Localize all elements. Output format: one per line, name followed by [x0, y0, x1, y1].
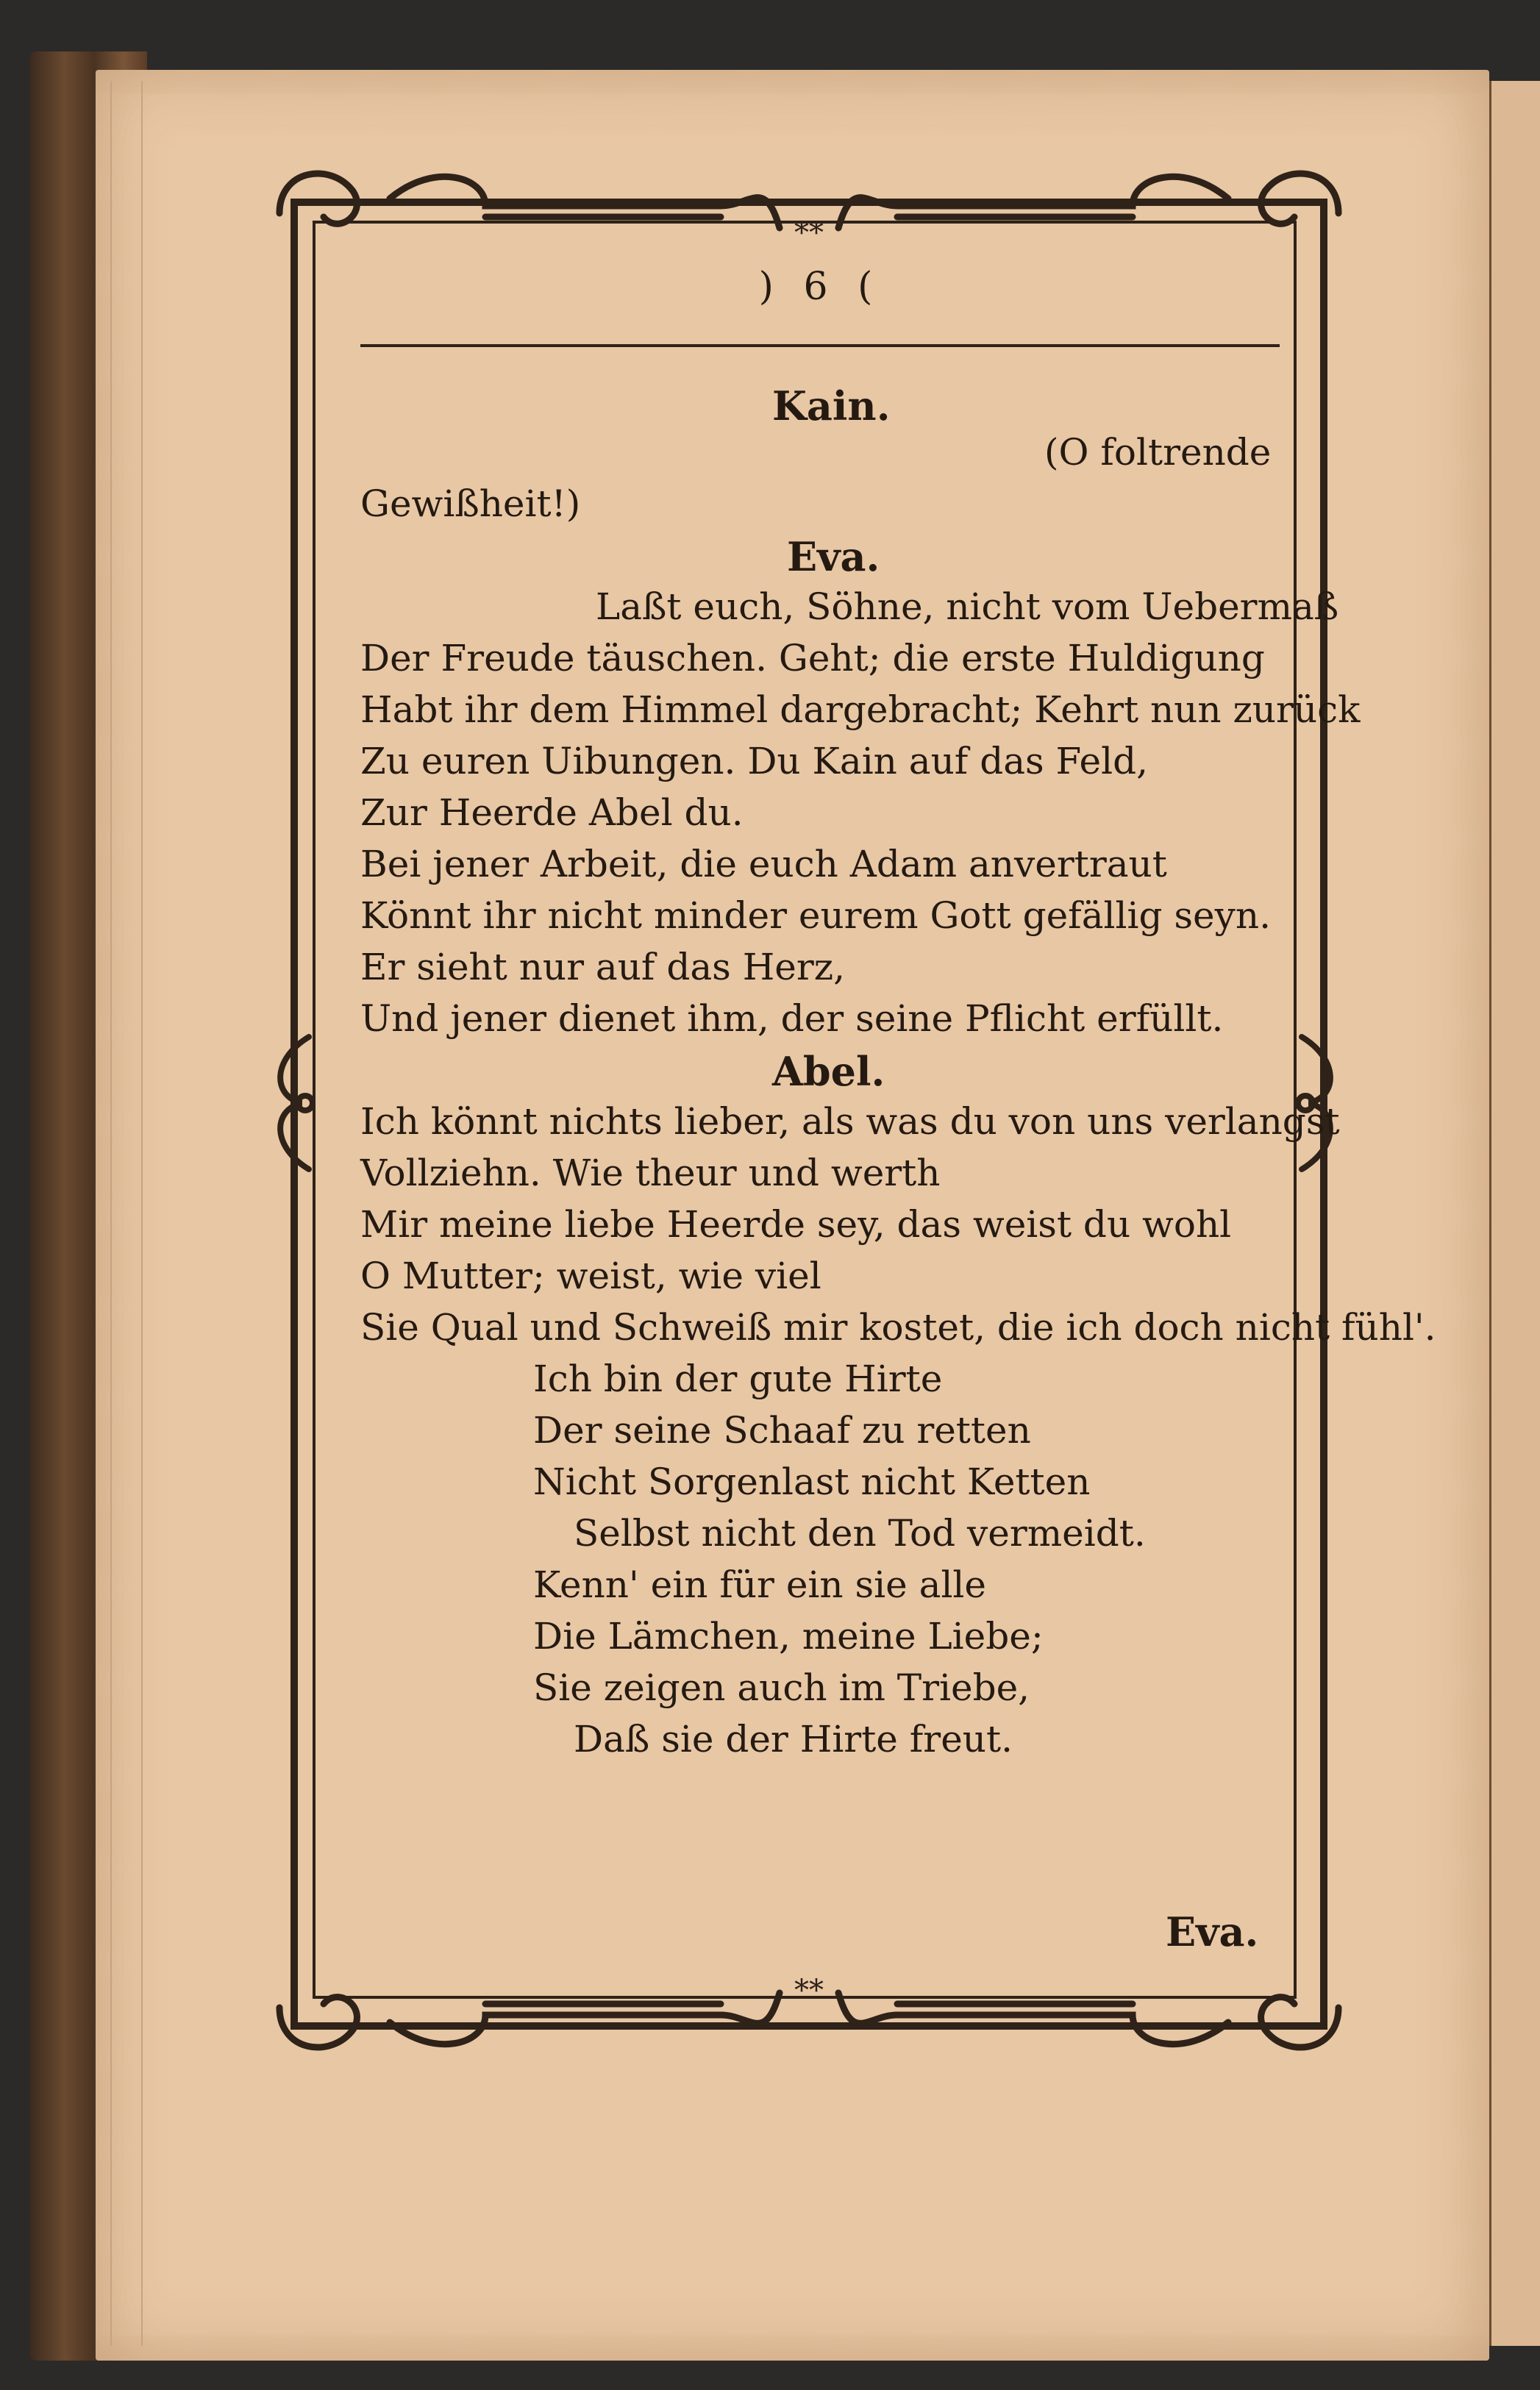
- flourish-ornament-icon: [265, 1971, 1353, 2074]
- header-paren-left: ): [758, 265, 783, 309]
- text-line: O Mutter; weist, wie viel: [360, 1255, 821, 1297]
- page-content: [360, 265, 1436, 1955]
- speaker-name: Eva.: [787, 533, 880, 580]
- top-flourish-ornament: [265, 147, 1353, 250]
- text-line: Der Freude täuschen. Geht; die erste Huldigung: [360, 637, 1265, 679]
- verse-line: Die Lämchen, meine Liebe;: [533, 1615, 1044, 1658]
- text-line: (O foltrende: [1044, 431, 1272, 474]
- verse-line: Der seine Schaaf zu retten: [533, 1409, 1031, 1452]
- verse-line: Sie zeigen auch im Triebe,: [533, 1666, 1030, 1709]
- header-paren-right: (: [858, 265, 882, 309]
- left-side-flourish-icon: [265, 1030, 331, 1177]
- text-line: Bei jener Arbeit, die euch Adam anvertraut: [360, 843, 1167, 885]
- verse-line: Selbst nicht den Tod vermeidt.: [574, 1512, 1146, 1555]
- verse-line: Daß sie der Hirte freut.: [574, 1718, 1013, 1761]
- text-line: Könnt ihr nicht minder eurem Gott gefällig seyn.: [360, 894, 1271, 937]
- running-header: [360, 265, 1280, 338]
- svg-text:**: **: [794, 216, 824, 250]
- facing-page-edge: [1489, 81, 1540, 2346]
- text-line: Ich könnt nichts lieber, als was du von uns verlangst: [360, 1100, 1340, 1143]
- page-number: 6: [803, 265, 837, 309]
- svg-text:**: **: [794, 1974, 824, 2008]
- page-edges: [110, 81, 143, 2346]
- text-line: Habt ihr dem Himmel dargebracht; Kehrt nun zurück: [360, 688, 1361, 731]
- bottom-flourish-ornament: [265, 1971, 1353, 2074]
- speaker-name: Kain.: [772, 382, 891, 429]
- text-line: Zur Heerde Abel du.: [360, 791, 744, 834]
- text-line: Er sieht nur auf das Herz,: [360, 946, 846, 988]
- text-line: Vollziehn. Wie theur und werth: [360, 1152, 941, 1194]
- text-line: Gewißheit!): [360, 482, 581, 525]
- verse-line: Kenn' ein für ein sie alle: [533, 1563, 987, 1606]
- text-line: Und jener dienet ihm, der seine Pflicht erfüllt.: [360, 997, 1224, 1040]
- verse-line: Nicht Sorgenlast nicht Ketten: [533, 1460, 1091, 1503]
- catchword-speaker: Eva.: [1166, 1908, 1259, 1955]
- flourish-ornament-icon: [265, 147, 1353, 250]
- verse-line: Ich bin der gute Hirte: [533, 1358, 943, 1400]
- text-line: Mir meine liebe Heerde sey, das weist du wohl: [360, 1203, 1232, 1246]
- header-rule: [360, 344, 1280, 347]
- text-line: Sie Qual und Schweiß mir kostet, die ich doch nicht fühl'.: [360, 1306, 1436, 1349]
- speaker-name: Abel.: [772, 1048, 885, 1095]
- text-line: Zu euren Uibungen. Du Kain auf das Feld,: [360, 740, 1148, 782]
- text-line: Laßt euch, Söhne, nicht vom Uebermaß: [596, 585, 1339, 628]
